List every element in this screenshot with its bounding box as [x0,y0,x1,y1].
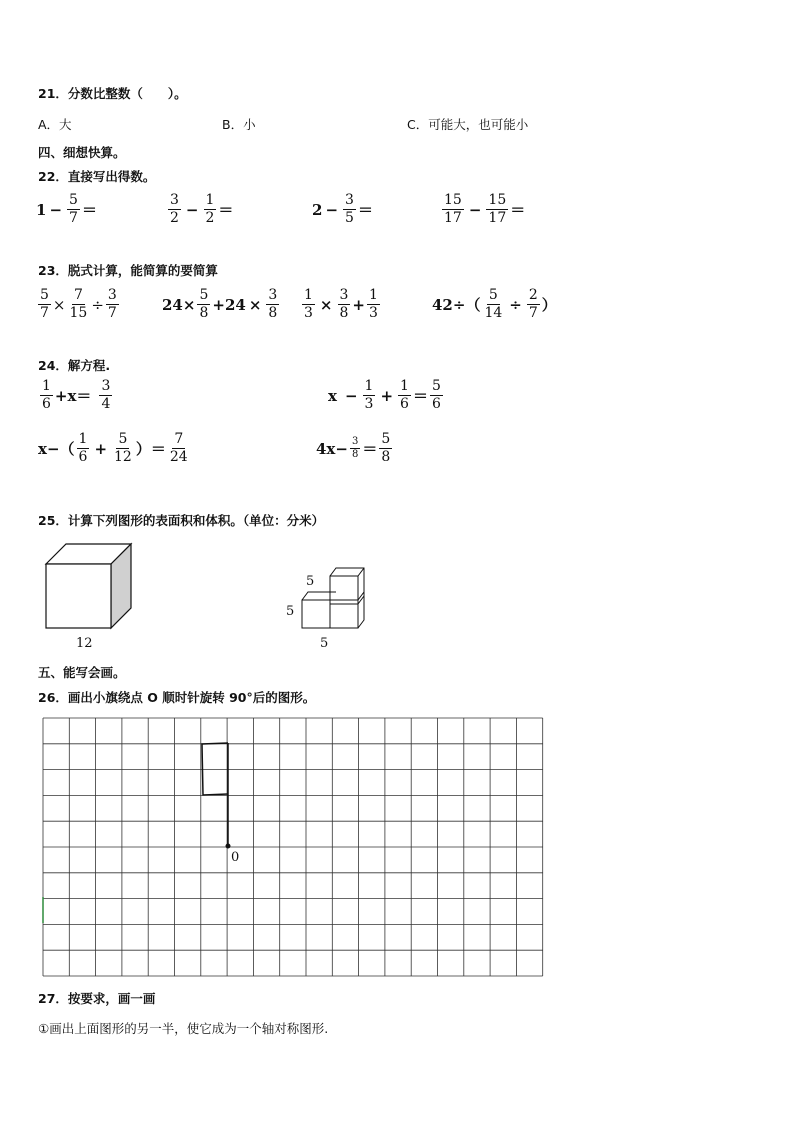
square-grid [40,715,546,977]
q24-equation-4: 4x− $\frac{3}{8}$ ＝ $\frac{5}{8}$ [316,431,391,465]
q23-expr-4: 42÷（ $\frac{5}{14}$ ÷ $\frac{2}{7}$ ） [432,287,557,321]
point-o-label: 0 [231,850,240,865]
q22-expr-1: 1 − $\frac{5}{7}$ ＝ [36,192,97,226]
flag-banner [202,743,228,795]
q25-title: 25．计算下列图形的表面积和体积。（单位：分米） [38,513,325,528]
q22-expr-2: $\frac{3}{2}$ − $\frac{1}{2}$ ＝ [170,192,234,226]
q24-equation-2: x − $\frac{1}{3}$ + $\frac{1}{6}$ ＝ $\frac{5}{6}$ [328,378,441,412]
q23-expr-1: $\frac{5}{7}$ × $\frac{7}{15}$ ÷ $\frac{3}{7}$ [40,287,117,321]
stacked-width-label: 5 [320,636,329,651]
rotation-point-o [226,844,231,849]
q21-option-c: C．可能大，也可能小 [407,117,529,132]
q21-title: 21．分数比整数（ ）。 [38,86,187,101]
lower-left-cube-top [302,592,336,600]
stacked-depth-label: 5 [286,604,295,619]
section-4-heading: 四、细想快算。 [38,145,126,160]
stacked-height-label: 5 [306,574,315,589]
lower-left-cube-front [302,600,330,628]
cube-front-face [46,564,111,628]
q22-expr-4: $\frac{15}{17}$ − $\frac{15}{17}$ ＝ [444,192,526,226]
q24-equation-1: $\frac{1}{6}$ +x＝ $\frac{3}{4}$ [42,378,111,412]
q26-title: 26．画出小旗绕点 O 顺时针旋转 90°后的图形。 [38,690,316,705]
q21-option-b: B．小 [222,117,256,132]
q21-option-a: A．大 [38,117,72,132]
q24-title: 24．解方程. [38,358,111,373]
q23-title: 23．脱式计算，能简算的要简算 [38,263,218,278]
q27-title: 27．按要求，画一画 [38,991,156,1006]
q23-expr-3: $\frac{1}{3}$ × $\frac{3}{8}$ + $\frac{1}{3}$ [304,287,378,321]
flag-shape [202,743,228,846]
q24-equation-3: x−（ $\frac{1}{6}$ + $\frac{5}{12}$ ）＝ $\frac{7}{24}$ [38,431,188,465]
q22-title: 22．直接写出得数。 [38,169,156,184]
q27-item-1: ①画出上面图形的另一半，使它成为一个轴对称图形. [38,1021,329,1036]
section-5-heading: 五、能写会画。 [38,665,126,680]
cube-edge-label: 12 [76,636,93,651]
q23-expr-2: 24× $\frac{5}{8}$ +24 × $\frac{3}{8}$ [162,287,278,321]
cube-figure [44,542,134,632]
q22-expr-3: 2 − $\frac{3}{5}$ ＝ [312,192,373,226]
